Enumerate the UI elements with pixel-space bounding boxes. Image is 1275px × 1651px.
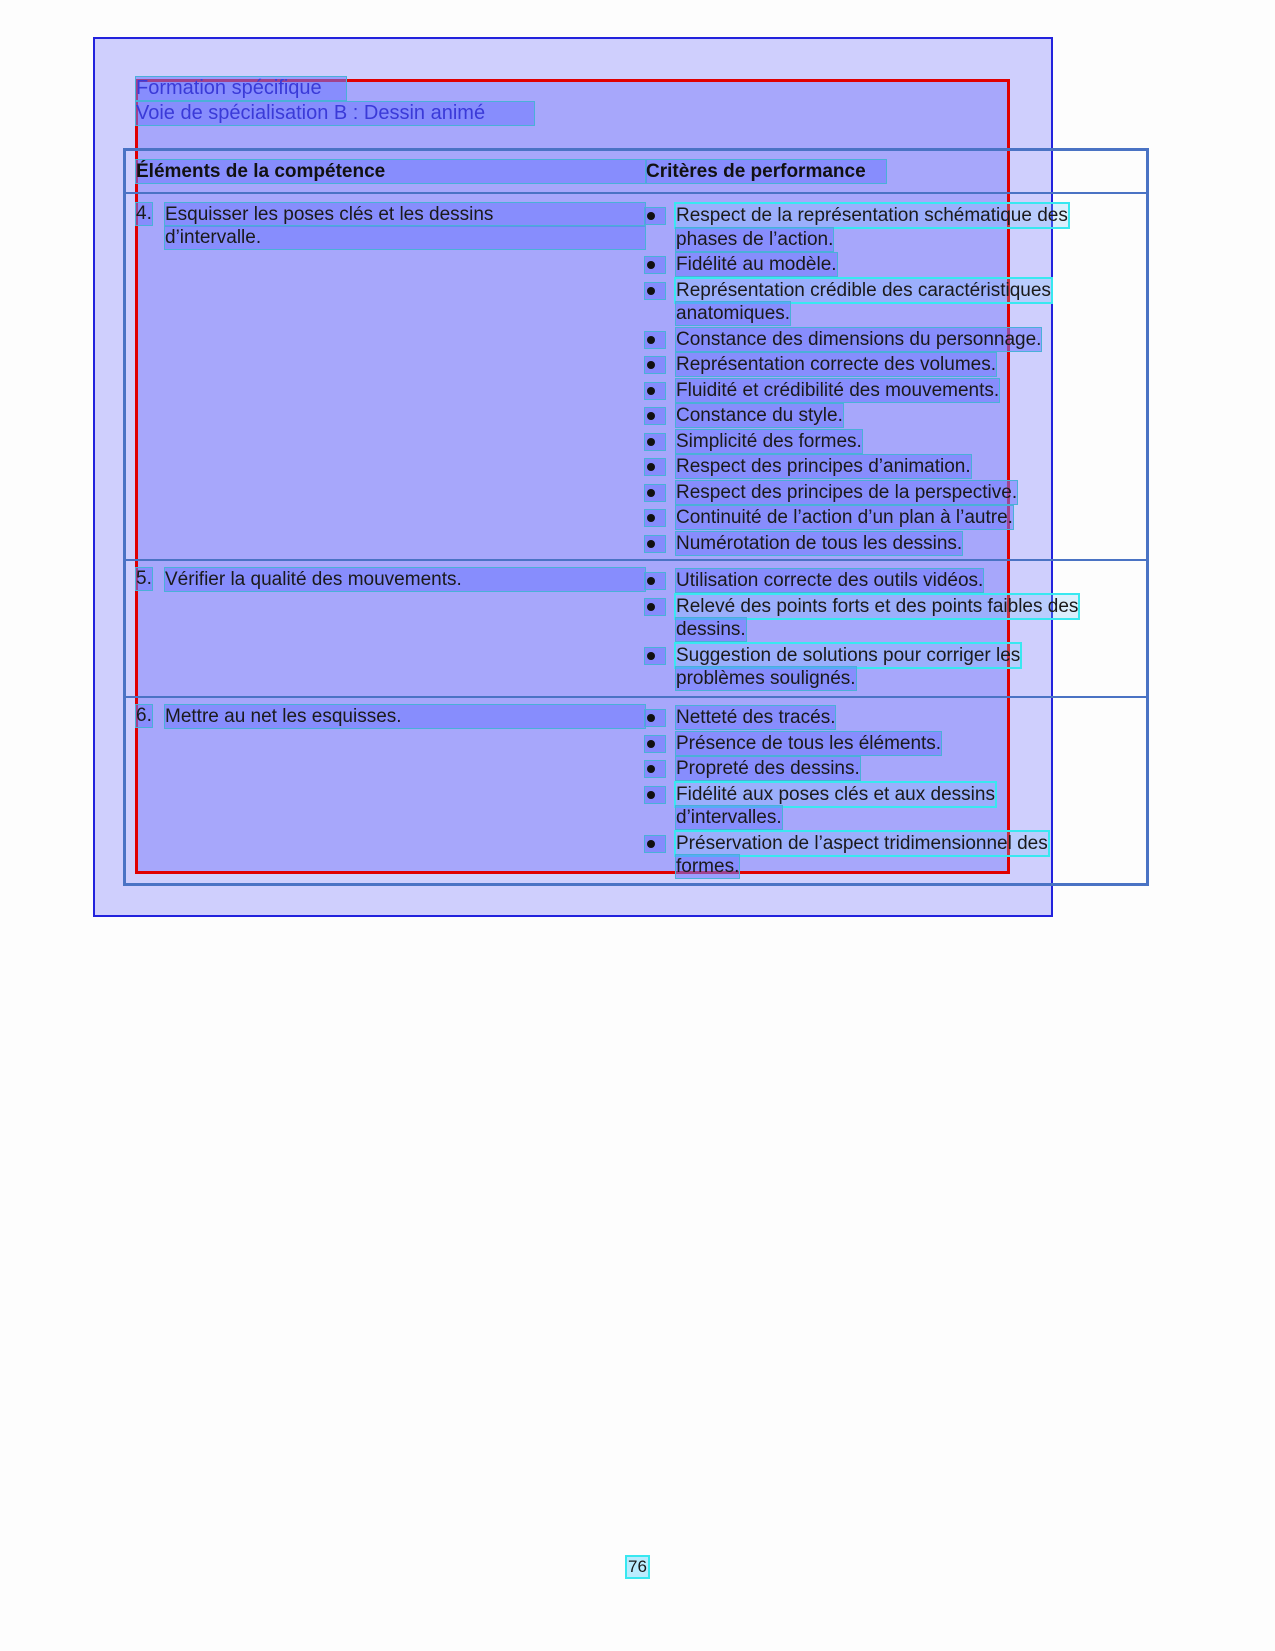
bullet-icon bbox=[647, 540, 655, 548]
bullet-icon bbox=[647, 603, 655, 611]
criterion-text: Respect des principes d’animation. bbox=[676, 456, 971, 477]
criterion-text: Numérotation de tous les dessins. bbox=[676, 532, 963, 554]
criterion-text: Fluidité et crédibilité des mouvements. bbox=[676, 379, 1000, 401]
bullet-icon bbox=[647, 438, 655, 446]
bullet-icon bbox=[647, 261, 655, 269]
bullet-icon bbox=[647, 212, 655, 220]
row-divider-4-5 bbox=[123, 559, 1149, 561]
bullet-icon bbox=[647, 652, 655, 660]
criterion-text: Fidélité au modèle. bbox=[676, 254, 837, 275]
criterion-text: Simplicité des formes. bbox=[676, 430, 862, 452]
element-number: 6. bbox=[136, 705, 152, 726]
criterion-text: Constance des dimensions du personnage. bbox=[676, 328, 1042, 350]
criterion-text: Représentation crédible des caractéristiques bbox=[676, 279, 1051, 301]
bullet-icon bbox=[647, 714, 655, 722]
column-header-elements: Éléments de la compétence bbox=[136, 160, 646, 183]
criterion-text: Relevé des points forts et des points faibles des bbox=[676, 595, 1079, 617]
criterion-text: Présence de tous les éléments. bbox=[676, 732, 942, 754]
bullet-icon bbox=[647, 577, 655, 585]
criterion-text: Propreté des dessins. bbox=[676, 758, 860, 779]
criterion-text: Utilisation correcte des outils vidéos. bbox=[676, 570, 984, 591]
element-text: Vérifier la qualité des mouvements. bbox=[165, 568, 645, 591]
column-header-criteria: Critères de performance bbox=[646, 160, 886, 183]
element-number: 5. bbox=[136, 568, 152, 589]
element-text: Mettre au net les esquisses. bbox=[165, 705, 645, 728]
bullet-icon bbox=[647, 361, 655, 369]
bullet-icon bbox=[647, 840, 655, 848]
criterion-text: Continuité de l’action d’un plan à l’autre. bbox=[676, 507, 1013, 528]
criterion-text-cont: anatomiques. bbox=[676, 303, 791, 324]
page-number: 76 bbox=[628, 1557, 647, 1576]
element-text: Esquisser les poses clés et les dessins bbox=[165, 203, 645, 226]
element-number: 4. bbox=[136, 203, 152, 224]
criterion-text: Netteté des tracés. bbox=[676, 707, 836, 728]
criterion-text-cont: formes. bbox=[676, 856, 740, 877]
row-divider-5-6 bbox=[123, 696, 1149, 698]
criterion-text: Respect des principes de la perspective. bbox=[676, 481, 1018, 503]
criterion-text-cont: phases de l’action. bbox=[676, 228, 834, 250]
table-header-divider bbox=[123, 192, 1149, 194]
criterion-text-cont: d’intervalles. bbox=[676, 807, 782, 828]
bullet-icon bbox=[647, 791, 655, 799]
bullet-icon bbox=[647, 287, 655, 295]
bullet-icon bbox=[647, 412, 655, 420]
criterion-text: Suggestion de solutions pour corriger les bbox=[676, 644, 1021, 666]
section-title: Formation spécifique bbox=[136, 77, 346, 100]
section-subtitle: Voie de spécialisation B : Dessin animé bbox=[136, 102, 534, 125]
criterion-text: Constance du style. bbox=[676, 405, 843, 426]
criterion-text: Représentation correcte des volumes. bbox=[676, 354, 996, 375]
criterion-text: Respect de la représentation schématique des bbox=[676, 205, 1068, 226]
bullet-icon bbox=[647, 765, 655, 773]
bullet-icon bbox=[647, 336, 655, 344]
criterion-text-cont: dessins. bbox=[676, 619, 746, 640]
criterion-text: Fidélité aux poses clés et aux dessins bbox=[676, 783, 995, 805]
bullet-icon bbox=[647, 463, 655, 471]
element-text-cont: d’intervalle. bbox=[165, 226, 645, 249]
bullet-icon bbox=[647, 514, 655, 522]
bullet-icon bbox=[647, 740, 655, 748]
bullet-icon bbox=[647, 387, 655, 395]
criterion-text: Préservation de l’aspect tridimensionnel des bbox=[676, 832, 1048, 854]
bullet-icon bbox=[647, 489, 655, 497]
criterion-text-cont: problèmes soulignés. bbox=[676, 668, 856, 689]
